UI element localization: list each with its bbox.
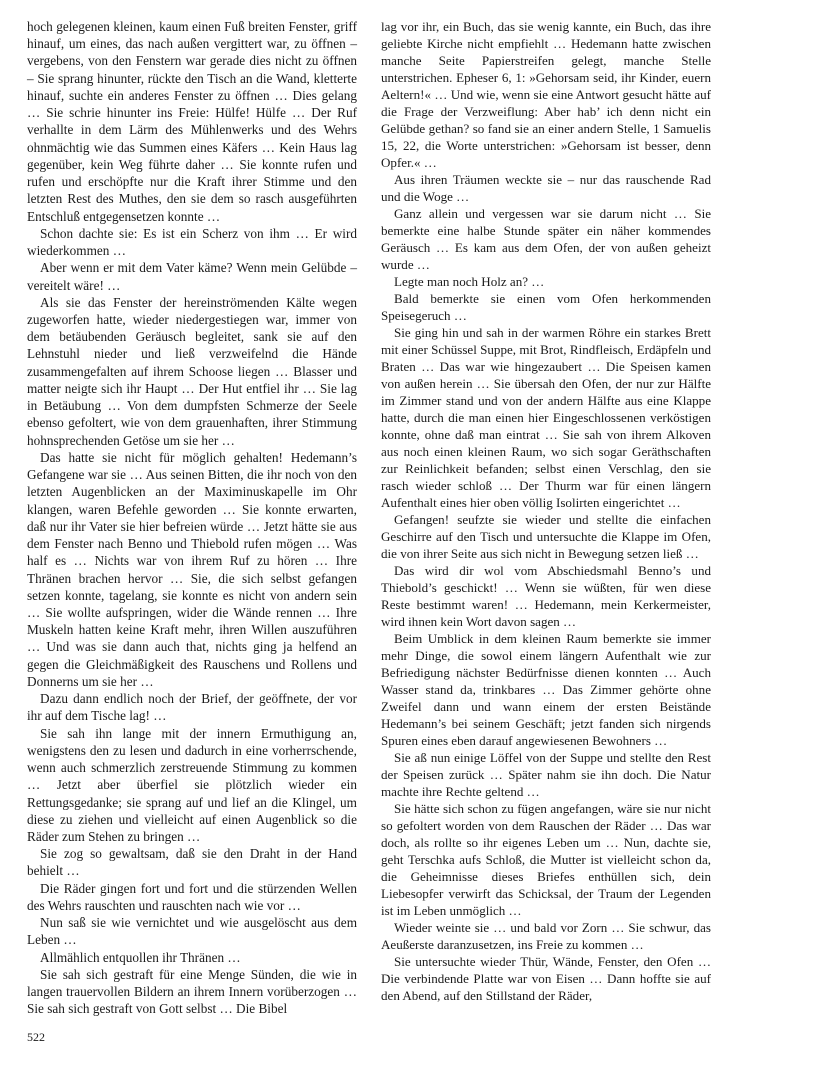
paragraph: lag vor ihr, ein Buch, das sie wenig kannte, ein Buch, das ihre geliebte Kirche nicht empfiehlt … Hedemann hatte zwischen manche Seite Papierstreifen gelegt, manche Stelle unterstrichen. Epheser 6, 1: »Gehorsam seid, ihr Kinder, euern Aeltern!« … Und wie, wenn sie eine Antwort gesucht hätte auf die Frage der Verzweiflung: Aber hab’ ich denn nicht ein Gelübde gethan? so fand sie an einer andern Stelle, 1 Samuelis 15, 22, die Worte unterstrichen: »Gehorsam ist besser, denn Opfer.« … [381,19,711,170]
right-text-column [381,18,711,1004]
paragraph: Aus ihren Träumen weckte sie – nur das rauschende Rad und die Woge … [381,172,711,204]
paragraph: Nun saß sie wie vernichtet und wie ausgelöscht aus dem Leben … [27,915,357,948]
paragraph: Sie sah sich gestraft für eine Menge Sünden, die wie in langen trauervollen Bildern an ihrem Innern vorüberzogen … Sie sah sich gestraft von Gott selbst … Die Bibel [27,966,357,1017]
paragraph: Wieder weinte sie … und bald vor Zorn … Sie schwur, das Aeußerste daranzusetzen, ins Freie zu kommen … [381,920,711,952]
paragraph: Legte man noch Holz an? … [394,274,545,289]
paragraph: Sie hätte sich schon zu fügen angefangen, wäre sie nur nicht so gefoltert worden von dem Rauschen der Räder … Das war doch, als rollte so ihr eigenes Leben um … Nun, dachte sie, geht Terschka aufs Schloß, die Mutter ist vielleicht schon da, die Geheimnisse dieses Briefes enthüllen sich, dein Liebesopfer verwirft das Schicksal, der Traum der Legenden ist im Leben unmöglich … [381,801,711,918]
paragraph: Aber wenn er mit dem Vater käme? Wenn mein Gelübde – vereitelt wäre! … [27,260,357,293]
paragraph: Sie zog so gewaltsam, daß sie den Draht in der Hand behielt … [27,846,357,879]
paragraph: Als sie das Fenster der hereinströmenden Kälte wegen zugeworfen hatte, wieder niedergestiegen war, immer von dem betäubenden Geräusch begleitet, sank sie auf den Lehnstuhl nieder und ließ verzweifelnd die Hände zusammengefalten auf ihrem Schoose liegen … Blasser und matter neigte sich ihr Haupt … Der Hut entfiel ihr … Sie lag in Betäubung … Von dem dumpfsten Schmerze der Seele ebenso gefoltert, wie von dem grauenhaften, ihrer Stimmung hohnsprechenden Getöse um sie her … [27,294,357,448]
paragraph: Sie untersuchte wieder Thür, Wände, Fenster, den Ofen … Die verbindende Platte war von Eisen … Dann hoffte sie auf den Abend, auf den Stillstand der Räder, [381,954,711,1003]
paragraph: Schon dachte sie: Es ist ein Scherz von ihm … Er wird wiederkommen … [27,225,357,259]
paragraph: Das hatte sie nicht für möglich gehalten! Hedemann’s Gefangene war sie … Aus seinen Bitten, die ihr noch von den letzten Augenblicken an der Maximinuskapelle im Ohr klangen, waren Befehle geworden … Sie konnte erwarten, daß nur ihr Vater sie hier befreien würde … Jetzt hätte sie aus dem Fenster nach Benno und Thiebold rufen mögen … Was half es … Nichts war von ihrem Ruf zu hören … Ihre Thränen brachen hervor … Sie, die sich selbst gefangen setzen konnte, tagelang, sie konnte es nicht von andern sein … Sie wollte aufspringen, wider die Wände rennen … Ihre Muskeln hatten keine Kraft mehr, ihren Willen auszuführen … Und was sie dann auch that, nichts ging ja helfend an gegen die Gleichmäßigkeit des Rauschens und Rollens und Donnerns um sie her … [27,449,357,689]
paragraph: Gefangen! seufzte sie wieder und stellte die einfachen Geschirre auf den Tisch und untersuchte die Klappe im Ofen, die von ihrer Seite aus sich nicht in Bewegung setzen ließ … [381,512,711,561]
paragraph: Ganz allein und vergessen war sie darum nicht … Sie bemerkte eine halbe Stunde später ein näher kommendes Geräusch … Es kam aus dem Ofen, der von außen geheizt wurde … [381,206,711,272]
paragraph: Sie aß nun einige Löffel von der Suppe und stellte den Rest der Speisen zurück … Später nahm sie ihn doch. Die Natur machte ihre Rechte geltend … [381,750,711,799]
paragraph: hoch gelegenen kleinen, kaum einen Fuß breiten Fenster, griff hinauf, um eines, das nach außen vergittert war, zu öffnen – vergebens, von den Fenstern war gerade dies nicht zu öffnen – Sie sprang hinunter, rückte den Tisch an die Wand, kletterte hinauf, suchte ein anderes Fenster zu öffnen … Dies gelang … Sie schrie hinunter ins Freie: Hülfe! Hülfe … Der Ruf verhallte in dem Lärm des Mühlenwerks und des Wehrs ohnmächtig wie das Summen eines Käfers … Kein Haus lag gegenüber, kein Weg führte daher … Sie konnte rufen und rufen und erschöpfte nur die Kraft ihrer Stimme und den letzten Rest des Muthes, den sie dem so rasch ausgeführten Entschluß entgegensetzen konnte … [27,19,357,224]
left-text-column [27,18,357,1018]
paragraph: Bald bemerkte sie einen vom Ofen herkommenden Speisegeruch … [381,291,711,323]
paragraph: Dazu dann endlich noch der Brief, der geöffnete, der vor ihr auf dem Tische lag! … [27,691,357,724]
paragraph: Die Räder gingen fort und fort und die stürzenden Wellen des Wehrs rauschten und rauschten nach wie vor … [27,880,357,913]
paragraph: Sie sah ihn lange mit der innern Ermuthigung an, wenigstens den zu lesen und dadurch in eine vorherrschende, wenn auch schmerzlich zerstreuende Stimmung zu kommen … Jetzt aber überfiel sie plötzlich wieder ein Rettungsgedanke; sie sprang auf und lief an die Klingel, um diese zu ziehen und vielleicht auf einen Augenblick so die Räder zum Stehen zu bringen … [27,725,357,845]
paragraph: Allmählich entquollen ihr Thränen … [40,949,241,965]
paragraph: Das wird dir wol vom Abschiedsmahl Benno’s und Thiebold’s geschickt! … Wenn sie wüßten, für wen diese Reste bestimmt waren! … Hedemann, mein Kerkermeister, wird ihnen kein Wort davon sagen … [381,563,711,629]
page-number: 522 [27,1030,45,1044]
paragraph: Sie ging hin und sah in der warmen Röhre ein starkes Brett mit einer Schüssel Suppe, mit Brot, Rindfleisch, Erdäpfeln und Braten … Das war wie hingezaubert … Die Speisen kamen von außen herein … Sie übersah den Ofen, der nur zur Hälfte im Zimmer stand und von der andern Hälfte aus eine Klappe hatte, durch die man einen hier Eingeschlossenen verköstigen konnte, ohne daß man eintrat … Sie sah von ihrem Alkoven aus noch einen kleinen Raum, wo sich sogar Geräthschaften zur Reinlichkeit befanden; selbst einen Verschlag, den sie rasch wieder schloß … Der Thurm war für einen längern Aufenthalt eines hier oben völlig Isolirten eingerichtet … [381,325,711,510]
paragraph: Beim Umblick in dem kleinen Raum bemerkte sie immer mehr Dinge, die sowol einem längern Aufenthalt wie zur Befriedigung nächster Bedürfnisse dienen konnten … Auch Wasser stand da, trinkbares … Das Zimmer gehörte ohne Zweifel dann und wann einem der ersten Beistände Hedemann’s bei seinem Geschäft; jetzt fanden sich nirgends Spuren eines eben darauf angewiesenen Bewohners … [381,631,711,748]
